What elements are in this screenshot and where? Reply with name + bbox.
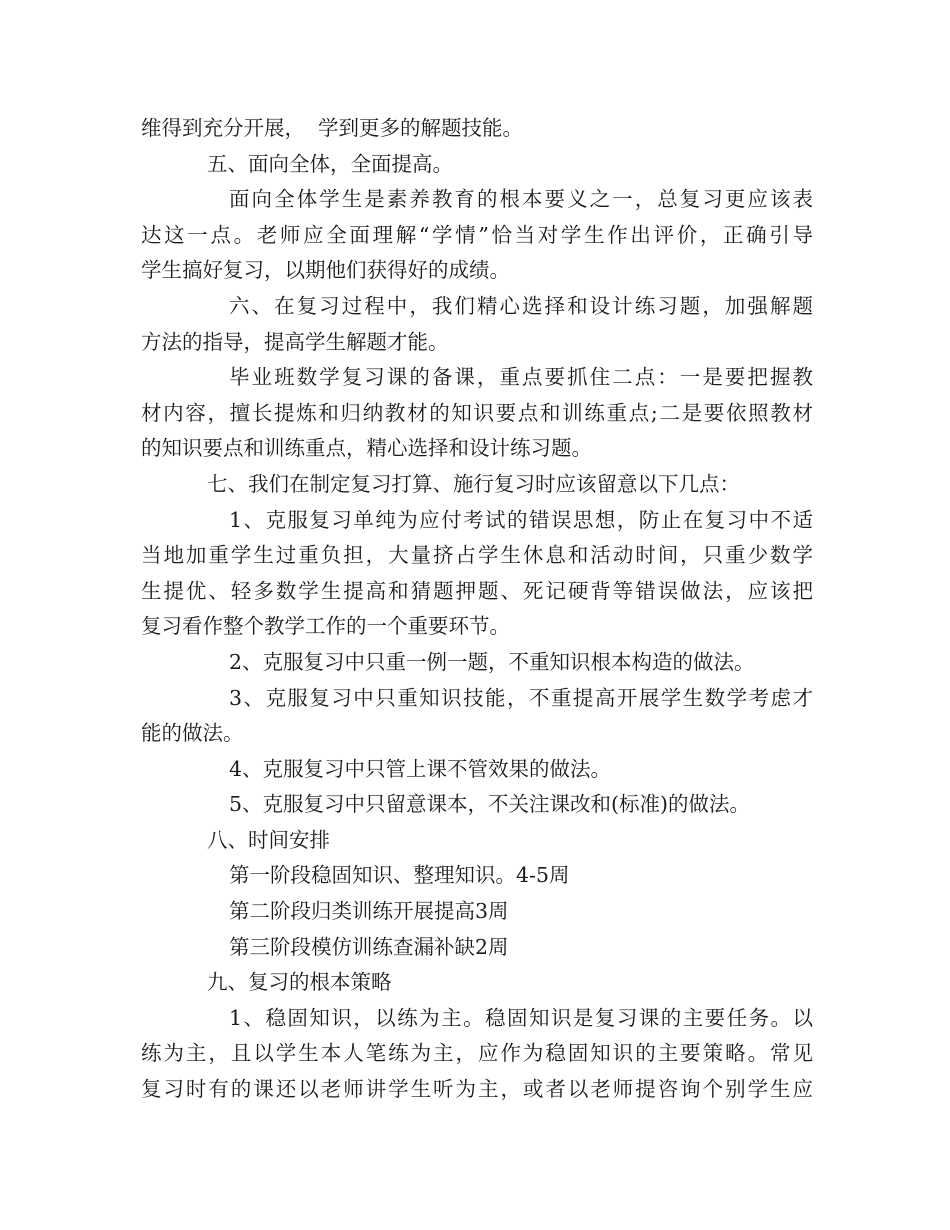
text-line: 能的做法。 bbox=[141, 721, 244, 746]
text-line: 当地加重学生过重负担，大量挤占学生休息和活动时间，只重少数学 bbox=[141, 543, 813, 568]
section-heading: 九、复习的根本策略 bbox=[207, 970, 392, 995]
section-heading: 六、在复习过程中，我们精心选择和设计练习题，加强解题 bbox=[229, 293, 813, 318]
text-line: 毕业班数学复习课的备课，重点要抓住二点：一是要把握教 bbox=[229, 365, 813, 390]
schedule-item: 第一阶段稳固知识、整理知识。4-5周 bbox=[229, 863, 570, 888]
list-item: 4、克服复习中只管上课不管效果的做法。 bbox=[229, 756, 612, 781]
text-line: 方法的指导，提高学生解题才能。 bbox=[141, 329, 449, 354]
text-line: 复习时有的课还以老师讲学生听为主，或者以老师提咨询个别学生应 bbox=[141, 1077, 813, 1102]
text-line: 面向全体学生是素养教育的根本要义之一，总复习更应该表 bbox=[229, 187, 813, 212]
text-line: 学生搞好复习，以期他们获得好的成绩。 bbox=[141, 258, 510, 283]
list-item: 3、克服复习中只重知识技能，不重提高开展学生数学考虑才 bbox=[229, 685, 813, 710]
text-line: 的知识要点和训练重点，精心选择和设计练习题。 bbox=[141, 436, 592, 461]
list-item: 2、克服复习中只重一例一题，不重知识根本构造的做法。 bbox=[229, 649, 755, 674]
text-line: 材内容，擅长提炼和归纳教材的知识要点和训练重点;二是要依照教材 bbox=[141, 400, 813, 425]
list-item: 1、克服复习单纯为应付考试的错误思想，防止在复习中不适 bbox=[229, 507, 813, 532]
text-line: 练为主，且以学生本人笔练为主，应作为稳固知识的主要策略。常见 bbox=[141, 1041, 813, 1066]
text-line: 生提优、轻多数学生提高和猜题押题、死记硬背等错误做法，应该把 bbox=[141, 578, 813, 603]
text-line: 达这一点。老师应全面理解“学情”恰当对学生作出评价，正确引导 bbox=[141, 222, 813, 247]
document-body bbox=[141, 111, 813, 1108]
schedule-item: 第三阶段模仿训练查漏补缺2周 bbox=[229, 934, 509, 959]
text-line: 复习看作整个教学工作的一个重要环节。 bbox=[141, 614, 510, 639]
list-item: 1、稳固知识，以练为主。稳固知识是复习课的主要任务。以 bbox=[229, 1005, 813, 1030]
section-heading: 七、我们在制定复习打算、施行复习时应该留意以下几点： bbox=[207, 471, 740, 496]
text-line: 维得到充分开展， 学到更多的解题技能。 bbox=[141, 116, 524, 140]
schedule-item: 第二阶段归类训练开展提高3周 bbox=[229, 899, 509, 924]
section-heading: 五、面向全体，全面提高。 bbox=[207, 151, 453, 176]
list-item: 5、克服复习中只留意课本，不关注课改和(标准)的做法。 bbox=[229, 792, 751, 817]
section-heading: 八、时间安排 bbox=[207, 827, 330, 852]
